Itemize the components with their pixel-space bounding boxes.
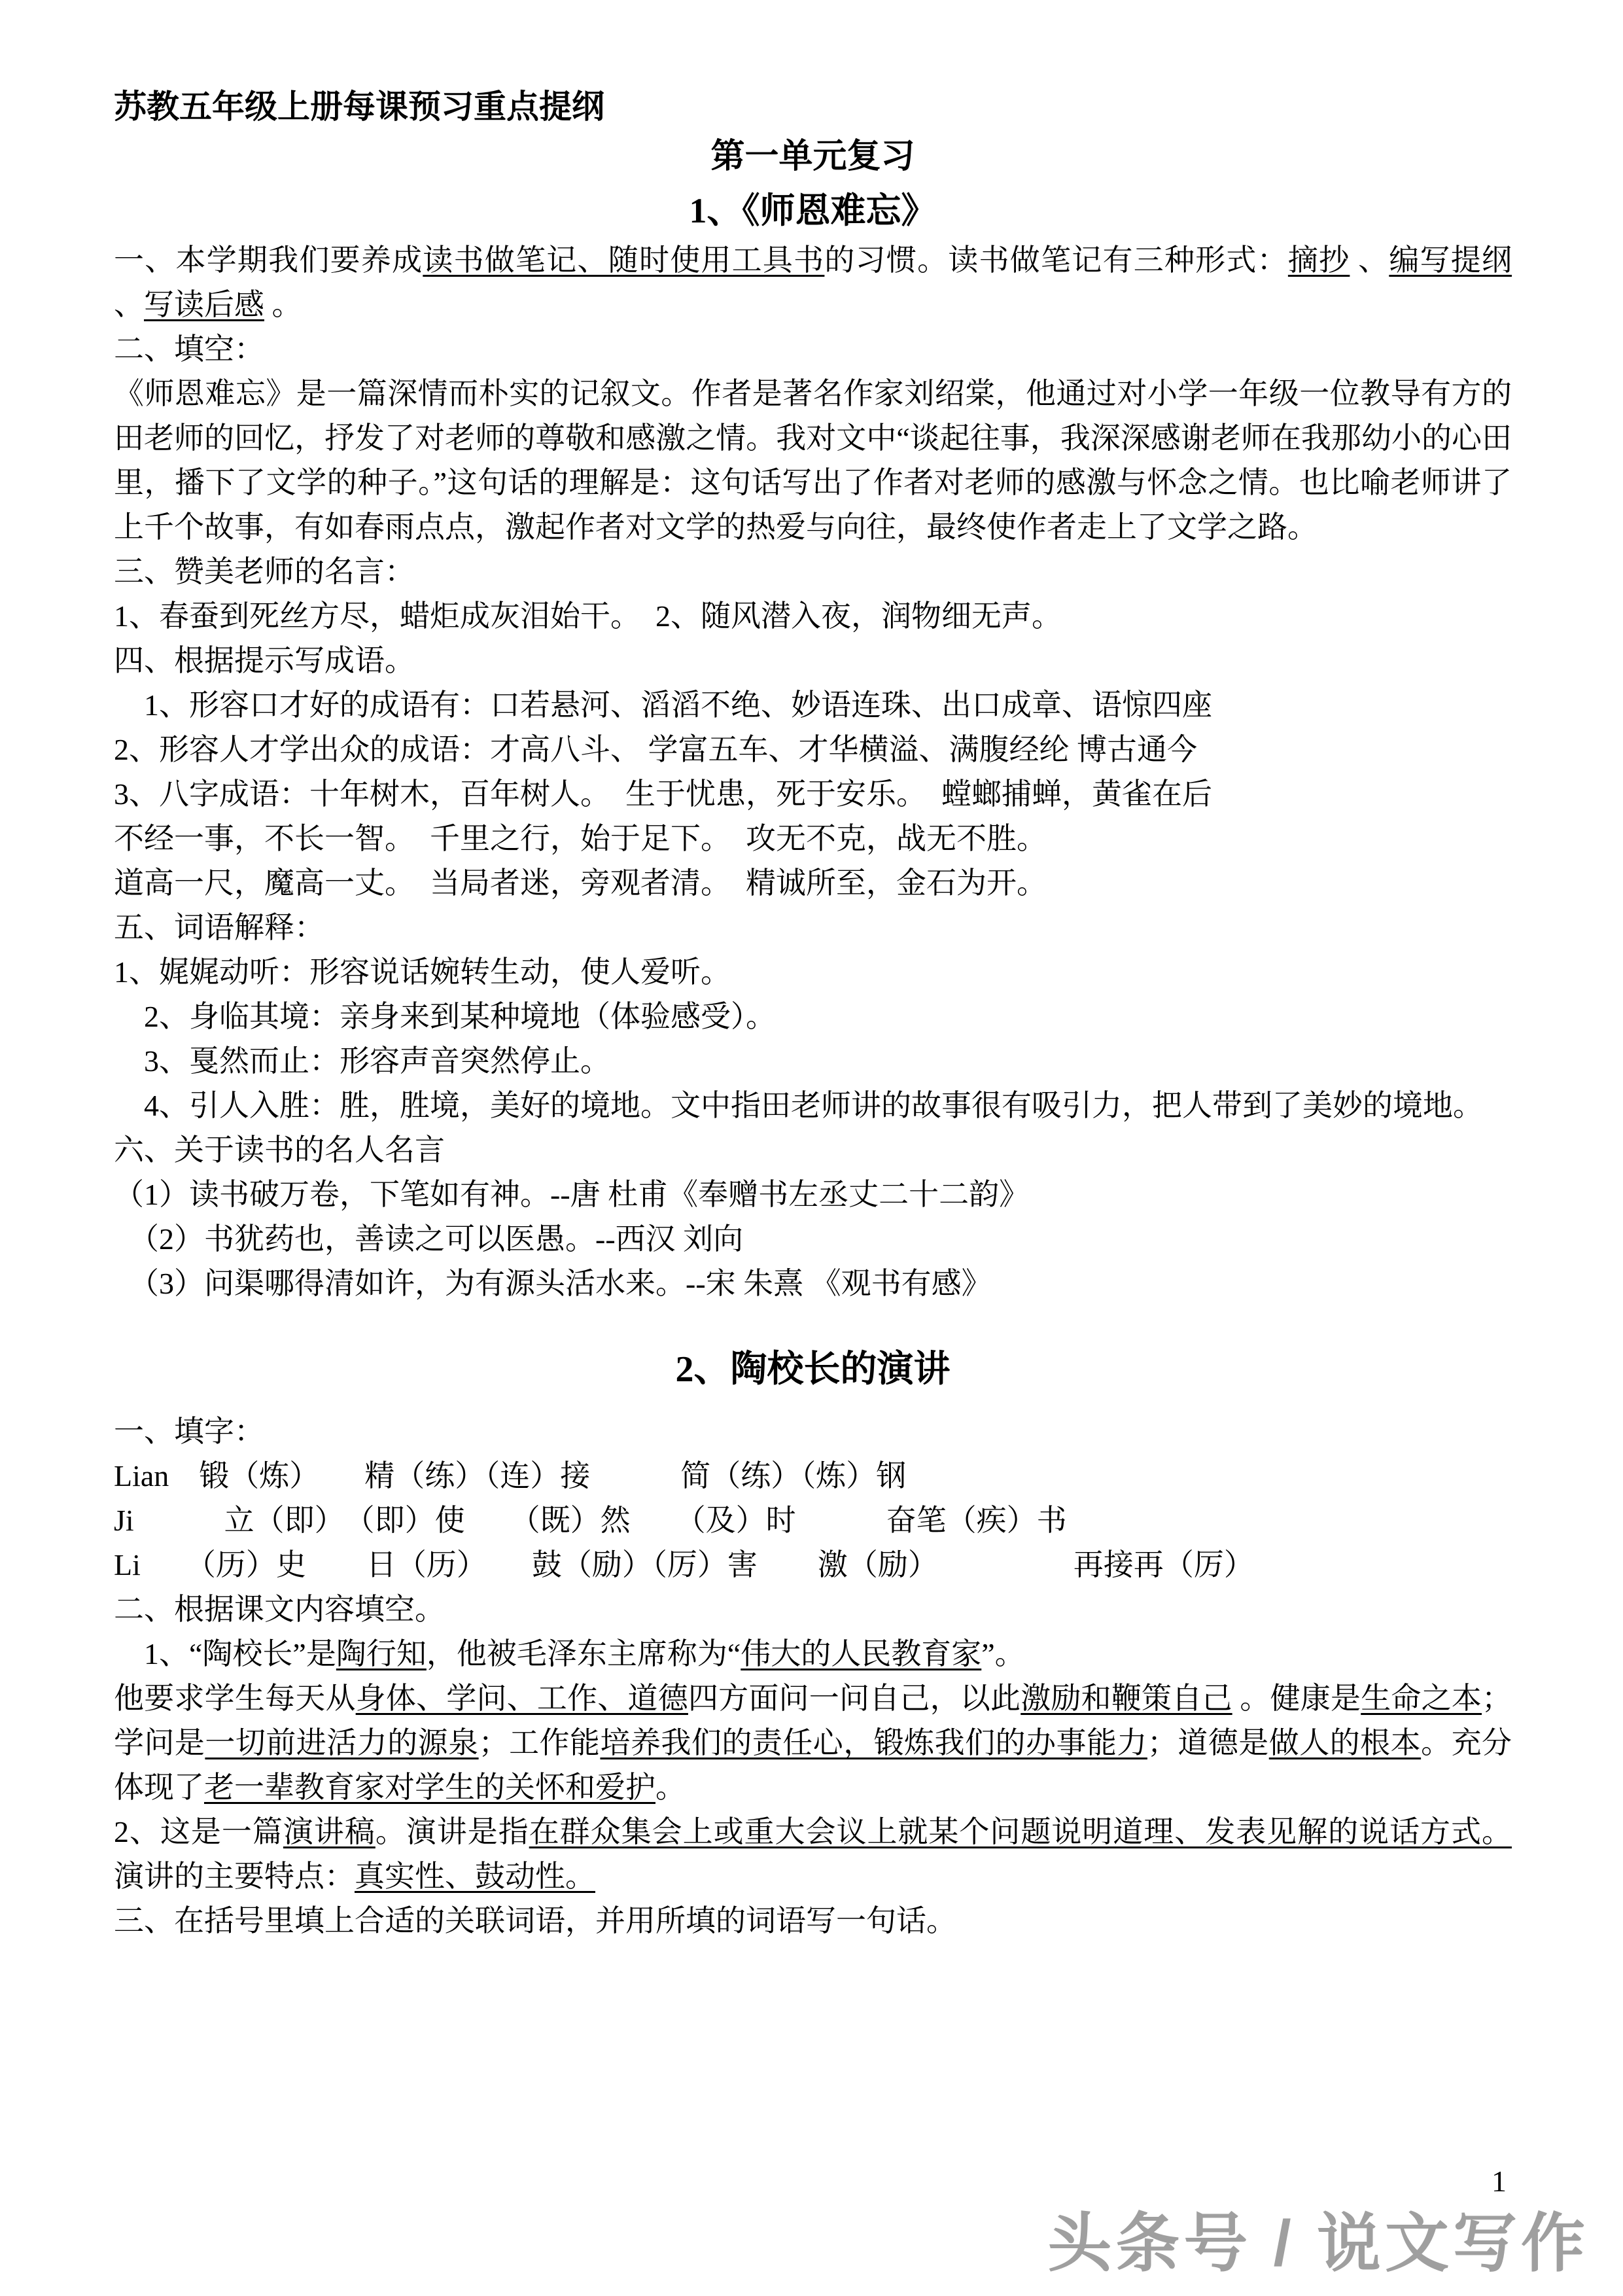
text-segment: 激励和鞭策自己 [1021, 1682, 1232, 1715]
l2-require-para [114, 1676, 1512, 1810]
text-segment: 1、“陶校长”是 [114, 1637, 336, 1670]
text-segment: 生命之本 [1361, 1682, 1482, 1715]
l2-speech-para [114, 1810, 1512, 1899]
l1-saying-3: （3）问渠哪得清如许，为有源头活水来。--宋 朱熹 《观书有感》 [114, 1267, 992, 1300]
text-segment: 做人的根本 [1268, 1726, 1422, 1759]
text-segment: 。演讲是指 [375, 1815, 529, 1848]
unit-header: 第一单元复习 [710, 138, 915, 175]
text-segment: 、 [1350, 243, 1389, 277]
l2-sec3-heading: 三、在括号里填上合适的关联词语，并用所填的词语写一句话。 [114, 1904, 956, 1937]
l1-teacher-quotes: 1、春蚕到死丝方尽，蜡炬成灰泪始干。 2、随风潜入夜，润物细无声。 [114, 599, 1062, 633]
text-segment: 。 [264, 288, 302, 321]
text-segment: 演讲的主要特点： [114, 1860, 355, 1893]
l1-habits-para [114, 238, 1512, 327]
text-segment: 他要求学生每天从 [114, 1682, 356, 1715]
text-segment: 摘抄 [1287, 243, 1350, 277]
l1-definition-4: 4、引人入胜：胜，胜境，美好的境地。文中指田老师讲的故事很有吸引力，把人带到了美妙的境地。 [114, 1089, 1483, 1122]
l2-fill-row-ji: Ji 立（即） （即）使 （既）然 （及）时 奋笔（疾）书 [114, 1504, 1067, 1537]
l1-saying-1: （1）读书破万卷，下笔如有神。--唐 杜甫《奉赠书左丞丈二十二韵》 [114, 1178, 1030, 1211]
text-segment: 培养我们的责任心，锻炼我们的办事能力 [600, 1726, 1147, 1759]
text-segment: 四方面问一问自己，以此 [688, 1682, 1021, 1715]
l2-tao-para [114, 1632, 1512, 1676]
text-segment: 的习惯。读书做笔记有三种形式： [824, 243, 1288, 277]
l1-definition-3: 3、戛然而止：形容声音突然停止。 [114, 1044, 610, 1078]
text-segment: 。充分体现了 [114, 1726, 1512, 1804]
text-segment: 陶行知 [336, 1637, 427, 1670]
lesson2-title: 2、陶校长的演讲 [675, 1349, 951, 1390]
l1-saying-2: （2）书犹药也，善读之可以医愚。--西汉 刘向 [114, 1222, 744, 1256]
l2-sec1-heading: 一、填字： [114, 1415, 264, 1448]
watermark: 头条号 / 说文写作 [1047, 2207, 1589, 2279]
text-segment: 2、这是一篇 [114, 1815, 283, 1848]
text-segment: 真实性、鼓动性。 [355, 1860, 595, 1893]
l1-sec5-heading: 五、词语解释： [114, 911, 324, 944]
l2-fill-row-li: Li （历）史 日（历） 鼓（励）（厉）害 激（励） 再接再（厉） [114, 1548, 1254, 1581]
l1-definition-2: 2、身临其境：亲身来到某种境地（体验感受）。 [114, 1000, 776, 1033]
l1-sec4-heading: 四、根据提示写成语。 [114, 644, 415, 677]
text-segment: ；学问是 [114, 1682, 1512, 1759]
text-segment: 一切前进活力的源泉 [205, 1726, 479, 1759]
l1-definition-1: 1、娓娓动听：形容说话婉转生动，使人爱听。 [114, 955, 731, 989]
text-segment: ；道德是 [1147, 1726, 1269, 1759]
l2-fill-row-lian: Lian 锻（炼） 精（练）（连）接 简（练）（炼）钢 [114, 1459, 907, 1492]
page-number: 1 [1492, 2164, 1507, 2198]
text-segment: 。健康是 [1232, 1682, 1361, 1715]
l1-sec2-heading: 二、填空： [114, 332, 264, 366]
l1-idioms-talent: 2、形容人才学出众的成语：才高八斗、 学富五车、才华横溢、满腹经纶 博古通今 [114, 733, 1197, 766]
text-segment: 编写提纲 [1389, 243, 1512, 277]
l2-sec2-heading: 二、根据课文内容填空。 [114, 1593, 445, 1626]
text-segment: 伟大的人民教育家 [741, 1637, 982, 1670]
text-segment: 。 [655, 1771, 686, 1804]
l1-idioms-eight-2: 不经一事，不长一智。 千里之行，始于足下。 攻无不克，战无不胜。 [114, 822, 1047, 855]
lesson1-title: 1、《师恩难忘》 [689, 191, 937, 230]
l1-idioms-eight-1: 3、八字成语：十年树木，百年树人。 生于忧患，死于安乐。 螳螂捕蝉，黄雀在后 [114, 777, 1212, 811]
text-segment: 老一辈教育家对学生的关怀和爱护 [204, 1771, 655, 1804]
text-segment: ，他被毛泽东主席称为“ [426, 1637, 741, 1670]
l1-sec3-heading: 三、赞美老师的名言： [114, 555, 415, 588]
l1-essay-para: 《师恩难忘》是一篇深情而朴实的记叙文。作者是著名作家刘绍棠，他通过对小学一年级一位教导有方的田老师的回忆，抒发了对老师的尊敬和感激之情。我对文中“谈起往事，我深深感谢老师在我那幼小的心田里，播下了文学的种子。”这句话的理解是：这句话写出了作者对老师的感激与怀念之情。也比喻老师讲了上千个故事，有如春雨点点，激起作者对文学的热爱与向往，最终使作者走上了文学之路。 [114, 377, 1512, 544]
doc-title: 苏教五年级上册每课预习重点提纲 [114, 88, 604, 125]
text-segment: 身体、学问、工作、道德 [355, 1682, 688, 1715]
text-segment: 一、本学期我们要养成 [114, 243, 423, 277]
text-segment: 在群众集会上或重大会议上就某个问题说明道理、发表见解的说话方式。 [529, 1815, 1512, 1848]
text-segment: 、 [114, 288, 144, 321]
l1-sec6-heading: 六、关于读书的名人名言 [114, 1133, 445, 1167]
text-segment: ”。 [981, 1637, 1025, 1670]
l1-idioms-eight-3: 道高一尺，魔高一丈。 当局者迷，旁观者清。 精诚所至，金石为开。 [114, 866, 1047, 900]
text-segment: 写读后感 [144, 288, 264, 321]
l1-idioms-speech: 1、形容口才好的成语有：口若悬河、滔滔不绝、妙语连珠、出口成章、语惊四座 [114, 688, 1212, 722]
text-segment: 读书做笔记、随时使用工具书 [423, 243, 825, 277]
text-segment: ；工作能 [478, 1726, 601, 1759]
text-segment: 演讲稿 [283, 1815, 375, 1848]
